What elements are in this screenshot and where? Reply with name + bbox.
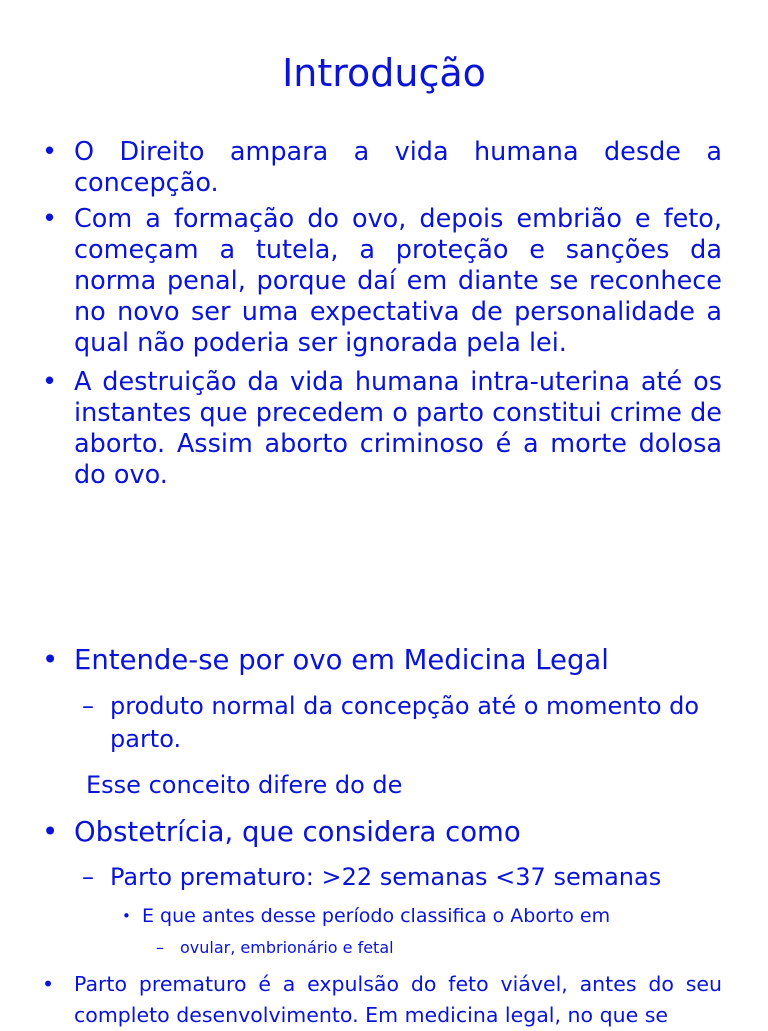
bullet-dot-icon: • [42, 644, 59, 676]
sub-bullet-text: Parto prematuro: >22 semanas <37 semanas [110, 863, 662, 891]
level4-bullet-item [156, 937, 394, 959]
bullet-text: Obstetrícia, que considera como [74, 816, 521, 848]
bullet-text: O Direito ampara a vida humana desde a concepção. [74, 137, 722, 198]
bullet-dot-icon: • [42, 367, 58, 397]
bullet-item [42, 367, 722, 491]
bullet-dot-icon: • [42, 204, 58, 234]
bullet-dot-icon: • [42, 972, 55, 996]
bullet-text: Com a formação do ovo, depois embrião e feto, começam a tutela, a proteção e sanções da norma penal, porque daí em diante se reconhece no novo ser uma expectativa de personalidade a qual não poderia ser ignorada pela lei. [74, 204, 722, 358]
level3-bullet-text: E que antes desse período classifica o Aborto em [142, 905, 611, 927]
level3-bullet-item [122, 903, 610, 929]
slide-title: Introdução [282, 51, 486, 95]
level4-bullet-text: ovular, embrionário e fetal [180, 938, 394, 957]
dash-icon: – [82, 692, 94, 720]
bullet-dot-icon: • [42, 137, 58, 167]
bullet-item-obstetricia [42, 815, 722, 849]
bullet-item [42, 137, 722, 199]
bullet-text: Parto prematuro é a expulsão do feto viável, antes do seu completo desenvolvimento. Em medicina legal, no que se [74, 972, 722, 1027]
sub-bullet-item [82, 861, 722, 894]
bullet-dot-icon: • [42, 816, 59, 848]
sub-bullet-item [82, 690, 722, 756]
bullet-dot-icon: • [122, 907, 131, 925]
bullet-item [42, 204, 722, 359]
dash-icon: – [156, 938, 164, 957]
sub-bullet-text: produto normal da concepção até o momento do parto. [110, 692, 700, 753]
bullet-text: A destruição da vida humana intra-uterina até os instantes que precedem o parto constitui crime de aborto. Assim aborto criminoso é a morte dolosa do ovo. [74, 367, 722, 490]
dash-icon: – [82, 863, 94, 891]
bullet-item-ovo [42, 643, 722, 677]
bullet-item-last [42, 969, 722, 1031]
bullet-text: Entende-se por ovo em Medicina Legal [74, 644, 609, 676]
concept-note: Esse conceito difere do de [86, 771, 403, 799]
